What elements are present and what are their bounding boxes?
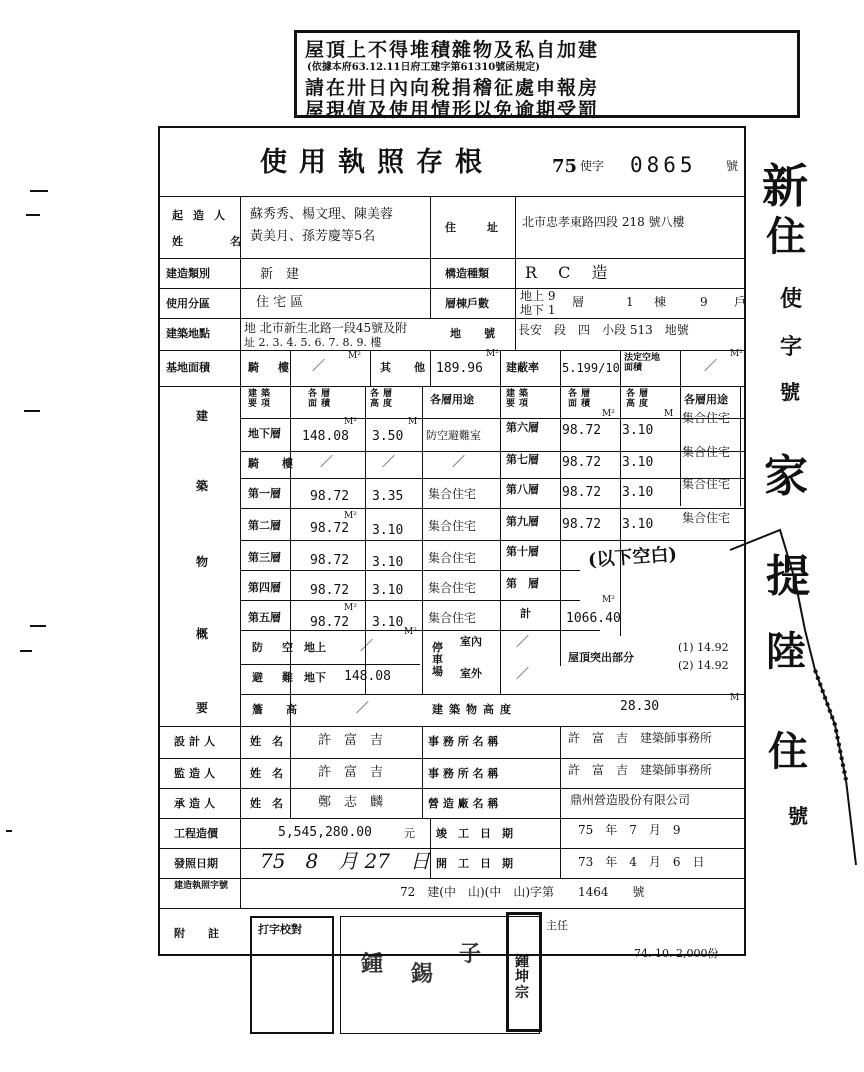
side-fragment-glyph: 陸	[766, 628, 806, 675]
floor-use: 集合住宅	[682, 511, 731, 525]
rule	[680, 350, 681, 386]
lot-label: 地 號	[450, 327, 501, 340]
rule	[680, 386, 681, 506]
rule	[160, 318, 746, 319]
rule	[290, 350, 291, 726]
build-permit-value: 72 建(中 山)(中 山)字第 1464 號	[400, 885, 645, 899]
permit-number: 0865	[630, 153, 697, 177]
rule	[240, 630, 600, 631]
floor-area: 98.72	[562, 517, 602, 532]
floor-height: ／	[382, 455, 396, 470]
form-title: 使用執照存根	[260, 147, 494, 178]
shelter-below-value: 148.08	[344, 669, 391, 684]
eaves-value: ／	[356, 701, 370, 716]
issue-date: 75 8 月 27 日	[260, 849, 430, 873]
side-label: 物	[196, 555, 209, 569]
side-label: 概	[196, 627, 209, 641]
supervisor-office-label: 事 務 所 名 稱	[428, 767, 499, 780]
floor-label: 第十層	[506, 545, 539, 558]
owner-name-label: 姓 名	[172, 235, 259, 248]
typing-check-box	[250, 916, 334, 1034]
floor-use: 集合住宅	[428, 581, 477, 595]
floor-height: 3.50	[372, 429, 404, 444]
print-note: 74. 10. 2,000份	[634, 947, 719, 960]
floor-height: 3.10	[622, 455, 654, 470]
chief-title: 主任	[546, 919, 568, 932]
floor-use: 防空避難室	[426, 429, 481, 442]
rule	[620, 386, 621, 636]
floor-label: 第五層	[248, 611, 281, 624]
building-type-value: 新 建	[260, 267, 300, 282]
floor-height: 3.10	[622, 423, 654, 438]
indoor-label: 室內	[460, 635, 482, 648]
usage-zone-label: 使用分區	[166, 297, 210, 310]
shelter-above-value: ／	[360, 639, 374, 654]
side-fragment-glyph: 新	[762, 159, 808, 213]
open-space-label: 法定空地面積	[624, 353, 661, 373]
site-address-1: 地 北市新生北路一段45號及附	[244, 321, 408, 335]
floor-use: 集合住宅	[428, 611, 477, 625]
floor-height: 3.35	[372, 489, 404, 504]
notice-line-4: 屋現值及使用情形以免逾期受罰	[305, 99, 600, 121]
outdoor-value: ／	[516, 667, 530, 682]
rule	[422, 726, 423, 818]
owner-names-line2: 黃美月、孫芳慶等5名	[250, 229, 376, 244]
contractor-name: 鄭 志 麟	[318, 795, 384, 810]
side-fragment-glyph: 號	[780, 380, 800, 404]
shelter-above-label: 地上	[304, 641, 326, 654]
completion-date: 75 年 7 月 9	[578, 823, 681, 837]
build-permit-label: 建造執照字號	[174, 881, 229, 891]
floor-use: ／	[452, 455, 466, 470]
outdoor-label: 室外	[460, 667, 482, 680]
floor-height: 3.10	[372, 583, 404, 598]
rule	[560, 350, 561, 386]
floor-label: 計	[520, 607, 531, 620]
permit-prefix: 使字	[580, 159, 605, 173]
start-label: 開 工 日 期	[436, 857, 513, 870]
arcade-value: ／	[312, 359, 326, 374]
supervisor-office: 許 富 吉 建築師事務所	[568, 763, 713, 777]
scan-mark	[30, 190, 48, 192]
designer-office-label: 事 務 所 名 稱	[428, 735, 499, 748]
rule	[620, 350, 621, 386]
floor-area: 98.72	[562, 485, 602, 500]
site-address-2: 址 2. 3. 4. 5. 6. 7. 8. 9. 樓	[244, 336, 382, 349]
floor-label: 騎 樓	[248, 457, 299, 470]
col-header-area: 各層面積	[308, 389, 335, 409]
floor-use: 集合住宅	[682, 445, 731, 459]
coverage-value: 5.199/10	[562, 361, 620, 375]
rule	[740, 386, 741, 506]
completion-label: 竣 工 日 期	[436, 827, 513, 840]
other-area-value: 189.96	[436, 361, 483, 376]
lot-value: 長安 段 四 小段 513 地號	[518, 323, 689, 337]
rule	[500, 386, 501, 694]
floor-use: 集合住宅	[682, 411, 731, 425]
scan-mark	[6, 830, 12, 832]
usage-zone-value: 住 宅 區	[256, 295, 304, 310]
buildings-unit: 棟	[654, 295, 667, 309]
floor-height: 3.10	[622, 485, 654, 500]
floor-label: 地下層	[248, 427, 281, 440]
rule	[160, 288, 746, 289]
floor-label: 第三層	[248, 551, 281, 564]
side-label: 要	[196, 701, 209, 715]
rule	[160, 818, 746, 819]
rule	[160, 196, 746, 197]
side-fragment-glyph: 住	[768, 728, 808, 775]
indoor-value: ／	[516, 635, 530, 650]
company-label: 營 造 廠 名 稱	[428, 797, 499, 810]
open-space-value: ／	[704, 359, 718, 374]
cost-label: 工程造價	[174, 827, 218, 840]
unit-label: M²	[344, 603, 357, 613]
unit-label: M²	[404, 627, 417, 637]
rule	[160, 848, 746, 849]
households-unit: 戶	[734, 295, 747, 309]
floor-label: 第九層	[506, 515, 539, 528]
floor-label: 第六層	[506, 421, 539, 434]
year-prefix: 75	[552, 156, 578, 177]
rule	[160, 726, 746, 727]
rule	[560, 726, 561, 818]
rule	[240, 451, 746, 452]
floor-area: 98.72	[310, 489, 350, 504]
rule	[240, 540, 746, 541]
side-fragment-glyph: 提	[766, 551, 810, 602]
side-label: 建	[196, 409, 209, 423]
unit-label: M²	[486, 349, 499, 359]
rule	[240, 570, 580, 571]
building-type-label: 建造類別	[166, 267, 210, 280]
rule	[430, 818, 431, 878]
contractor-label: 承造人	[174, 797, 219, 810]
unit-label: M²	[730, 349, 743, 359]
rule	[422, 386, 423, 694]
side-fragment-glyph: 家	[764, 451, 808, 502]
floors-unit: 層	[572, 295, 585, 309]
supervisor-name-label: 姓 名	[250, 767, 283, 780]
typing-check-label: 打字校對	[258, 923, 302, 936]
rule	[160, 386, 746, 387]
unit-label: M²	[348, 351, 361, 361]
floor-area: 98.72	[562, 423, 602, 438]
floors-above: 地上 9	[520, 289, 556, 303]
rule	[240, 196, 241, 908]
owner-address: 北市忠孝東路四段 218 號八樓	[522, 215, 685, 229]
scan-mark	[30, 625, 46, 627]
start-date: 73 年 4 月 6 日	[578, 855, 705, 869]
side-fragment-glyph: 住	[766, 213, 806, 260]
contractor-name-label: 姓 名	[250, 797, 283, 810]
notice-line-1: 屋頂上不得堆積雜物及私自加建	[305, 39, 600, 61]
rule	[160, 258, 746, 259]
supervisor-label: 監造人	[174, 767, 219, 780]
roof-value-2: (2) 14.92	[678, 659, 729, 672]
cost-unit: 元	[404, 827, 415, 840]
col-header-height: 各層高度	[370, 389, 397, 409]
rule	[515, 196, 516, 350]
structure-value: R C 造	[525, 263, 616, 282]
floor-area: 98.72	[310, 615, 350, 630]
rule	[160, 908, 746, 909]
floor-use: 集合住宅	[428, 551, 477, 565]
col-header-area: 各層面積	[568, 389, 595, 409]
issue-date-label: 發照日期	[174, 857, 218, 870]
households-count: 9	[700, 295, 708, 309]
notice-line-3: 請在卅日內向稅捐稽征處申報房	[305, 77, 600, 99]
building-height-value: 28.30	[620, 699, 660, 714]
floor-label: 第八層	[506, 483, 539, 496]
floor-label: 第 層	[506, 577, 539, 590]
rule	[370, 350, 371, 386]
chief-name: 鍾坤宗	[515, 954, 529, 1001]
company-name: 鼎州營造股份有限公司	[570, 793, 691, 807]
floor-height: 3.10	[372, 555, 404, 570]
buildings-count: 1	[626, 295, 634, 309]
floor-height: 3.10	[372, 523, 404, 538]
total-area: 1066.40	[566, 611, 621, 626]
col-header-use: 各層用途	[684, 393, 728, 406]
unit-label: M²	[344, 511, 357, 521]
owner-names-line1: 蘇秀秀、楊文理、陳美蓉	[250, 207, 394, 222]
rule	[560, 386, 561, 666]
building-height-label: 建築物高度	[432, 703, 517, 716]
floor-label: 第七層	[506, 453, 539, 466]
notice-line-2: (依據本府63.12.11日府工建字第61310號函規定)	[307, 62, 540, 73]
floor-label: 第一層	[248, 487, 281, 500]
unit-label: M²	[602, 595, 615, 605]
cost-value: 5,545,280.00	[278, 825, 372, 840]
floor-area: 98.72	[310, 583, 350, 598]
owner-label: 起造人	[172, 209, 235, 222]
unit-label: M²	[344, 417, 357, 427]
structure-label: 構造種類	[445, 267, 489, 280]
rule	[240, 478, 746, 479]
handwritten-signature: 鍾	[361, 951, 384, 977]
floor-area: 148.08	[302, 429, 349, 444]
floor-use: 集合住宅	[682, 477, 731, 491]
permit-suffix: 號	[726, 159, 739, 173]
roof-value-1: (1) 14.92	[678, 641, 729, 654]
side-fragment-glyph: 號	[788, 804, 808, 828]
supervisor-name: 許 富 吉	[318, 765, 384, 780]
site-label: 建築地點	[166, 327, 210, 340]
floor-label: 第四層	[248, 581, 281, 594]
floor-area: 98.72	[310, 521, 350, 536]
eaves-label: 簷 高	[252, 703, 303, 716]
col-header-item: 建築要項	[248, 389, 275, 409]
floor-use: 集合住宅	[428, 487, 477, 501]
handwritten-signature: 錫	[411, 961, 434, 987]
designer-name: 許 富 吉	[318, 733, 384, 748]
rule	[430, 196, 431, 318]
rule	[160, 350, 746, 351]
unit-label: M	[730, 693, 740, 703]
rule	[240, 600, 580, 601]
scan-mark	[20, 650, 32, 652]
designer-label: 設計人	[174, 735, 219, 748]
rule	[560, 818, 561, 878]
scan-mark	[24, 410, 40, 412]
col-header-item: 建築要項	[506, 389, 533, 409]
floor-area: ／	[320, 455, 334, 470]
unit-label: M	[408, 417, 418, 427]
rule	[160, 878, 746, 879]
blank-below-stamp: (以下空白)	[587, 543, 678, 572]
base-area-label: 基地面積	[166, 361, 210, 374]
rule	[160, 788, 746, 789]
floor-label: 第二層	[248, 519, 281, 532]
col-header-use: 各層用途	[430, 393, 474, 406]
permit-form	[158, 126, 746, 956]
shelter-below-label: 地下	[304, 671, 326, 684]
designer-name-label: 姓 名	[250, 735, 283, 748]
rule	[500, 350, 501, 386]
rule	[240, 694, 746, 695]
floor-height: 3.10	[372, 615, 404, 630]
other-area-label: 其 他	[380, 361, 431, 374]
floors-label: 層棟戶數	[445, 297, 489, 310]
shelter-label: 防 空	[252, 641, 297, 654]
chief-seal	[506, 912, 542, 1032]
notice-stamp	[294, 30, 800, 121]
address-label: 住 址	[445, 221, 508, 234]
rule	[160, 758, 746, 759]
floor-area: 98.72	[310, 553, 350, 568]
handwritten-signature: 子	[459, 941, 482, 967]
floor-area: 98.72	[562, 455, 602, 470]
roof-label: 屋頂突出部分	[568, 651, 634, 664]
floors-below: 地下 1	[520, 303, 556, 317]
shelter-label: 避 難	[252, 671, 297, 684]
side-label: 築	[196, 479, 209, 493]
unit-label: M	[664, 409, 674, 419]
side-fragment-glyph: 字	[780, 334, 803, 360]
floor-use: 集合住宅	[428, 519, 477, 533]
rule	[240, 508, 746, 509]
col-header-height: 各層高度	[626, 389, 653, 409]
scan-mark	[26, 214, 40, 216]
floor-height: 3.10	[622, 517, 654, 532]
coverage-label: 建蔽率	[506, 361, 539, 374]
designer-office: 許 富 吉 建築師事務所	[568, 731, 713, 745]
rule	[290, 726, 291, 818]
note-label: 附 註	[174, 927, 225, 940]
arcade-label: 騎 樓	[248, 361, 293, 374]
side-fragment-glyph: 使	[780, 286, 803, 312]
unit-label: M²	[602, 409, 615, 419]
rule	[240, 664, 420, 665]
parking-label: 停車場	[432, 641, 443, 679]
